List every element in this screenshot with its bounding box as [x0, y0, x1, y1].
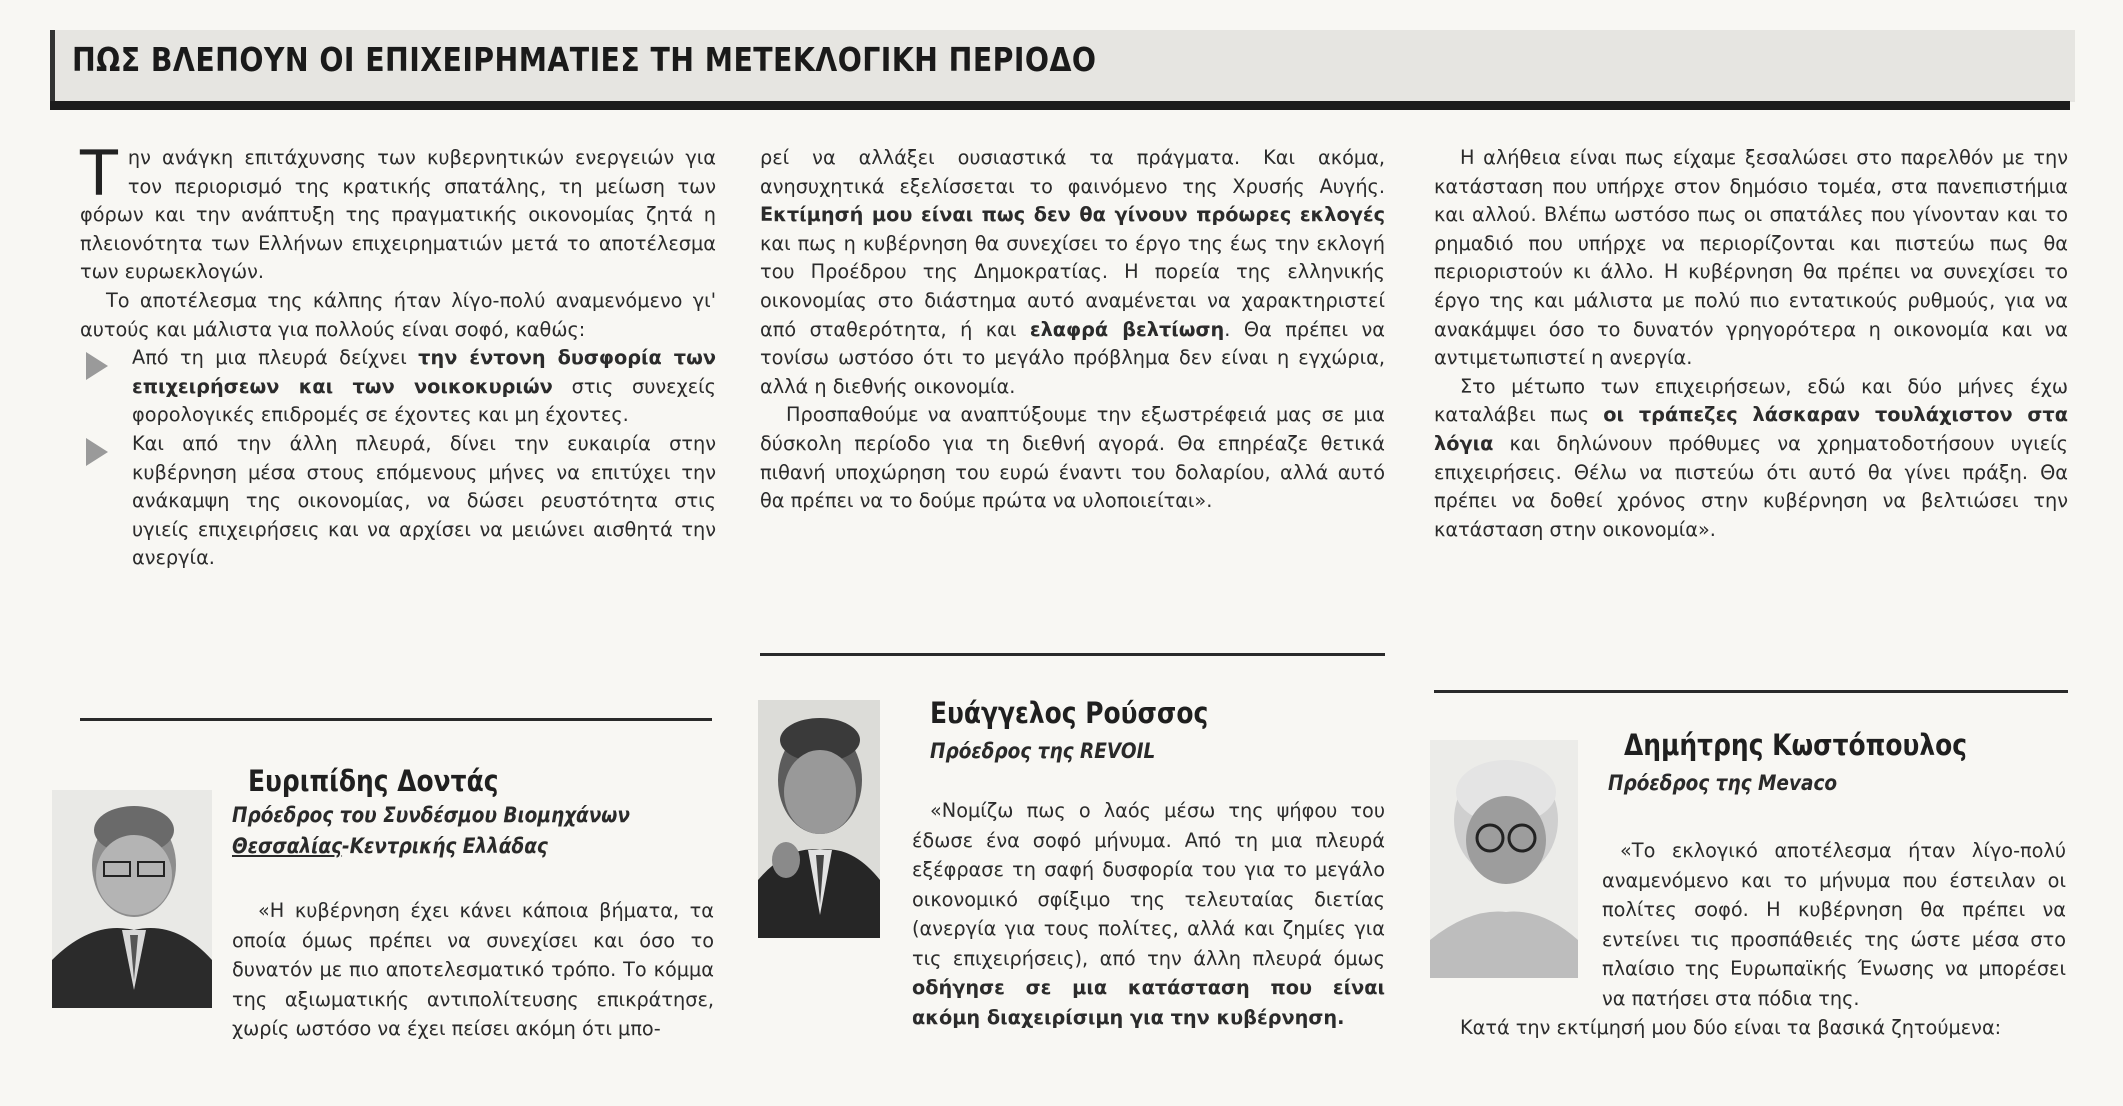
- person-quote: «Νομίζω πως ο λαός μέσω της ψήφου του έδωσε ένα σοφό μήνυμα. Από τη μια πλευρά εξέφρασε τη σαφή δυσφορία του για το μεγάλο οικονομικό σφίξιμο της τελευταίας διετίας (ανεργία για τους πολίτες, αλλά και ζημίες για τις επιχειρήσεις), από την άλλη πλευρά όμως οδήγησε σε μια κατάσταση που είναι ακόμη διαχειρίσιμη για την κυβέρνηση.: [912, 799, 1385, 1029]
- person-role: Πρόεδρος του Συνδέσμου Βιομηχάνων: [232, 803, 630, 827]
- intro-bullet-1: Από τη μια πλευρά δείχνει την έντονη δυσφορία των επιχειρήσεων και των νοικοκυριών στις συνεχείς φορολογικές επιδρομές σε έχοντες και μη έχοντες.: [80, 344, 716, 430]
- arrow-bullet-icon: [86, 352, 108, 380]
- arrow-bullet-icon: [86, 438, 108, 466]
- person-role: Πρόεδρος της REVOIL: [930, 739, 1156, 763]
- dropcap: Τ: [80, 137, 118, 210]
- right-paragraph-1: Η αλήθεια είναι πως είχαμε ξεσαλώσει στο παρελθόν με την κατάσταση που υπήρχε στον δημόσιο τομέα, στα πανεπιστήμια και αλλού. Βλέπω ωστόσο πως οι σπατάλες που γίνονταν και το ρημαδιό που υπήρχε να περιορίζονται και πιστεύω πως θα περιοριστούν κι άλλο. Η κυβέρνηση θα πρέπει να συνεχίσει το έργο της και μάλιστα με πολύ πιο εντατικούς ρυθμούς, για να ανακάμψει όσο το δυνατόν γρηγορότερα η οικονομία και να αντιμετωπιστεί η ανεργία.: [1434, 146, 2068, 370]
- portrait-photo-dontas: [52, 790, 212, 1008]
- intro-paragraph-1: Την ανάγκη επιτάχυνσης των κυβερνητικών ενεργειών για τον περιορισμό της κρατικής σπατάλης, τη μείωση των φόρων και την ανάπτυξη της πραγματικής οικονομίας ζητά η πλειονότητα των Ελλήνων επιχειρηματιών μετά το αποτέλεσμα των ευρωεκλογών.: [80, 137, 716, 284]
- intro-column: [80, 137, 716, 573]
- person-name: Δημήτρης Κωστόπουλος: [1624, 728, 1968, 762]
- intro-bullet-2: Και από την άλλη πλευρά, δίνει την ευκαιρία στην κυβέρνηση μέσα στους επόμενους μήνες να επιτύχει την ανάκαμψη της οικονομίας, να δώσει ρευστότητα στις υγιείς επιχειρήσεις και να αρχίσει να μειώνει αισθητά την ανεργία.: [80, 430, 716, 573]
- page-title: ΠΩΣ ΒΛΕΠΟΥΝ ΟΙ ΕΠΙΧΕΙΡΗΜΑΤΙΕΣ ΤΗ ΜΕΤΕΚΛΟΓΙΚΗ ΠΕΡΙΟΔΟ: [72, 40, 1097, 79]
- intro-paragraph-2: Το αποτέλεσμα της κάλπης ήταν λίγο-πολύ αναμενόμενο γι' αυτούς και μάλιστα για πολλούς είναι σοφό, καθώς:: [80, 288, 716, 341]
- right-paragraph-2: Στο μέτωπο των επιχειρήσεων, εδώ και δύο μήνες έχω καταλάβει πως οι τράπεζες λάσκαραν τουλάχιστον στα λόγια και δηλώνουν πρόθυμες να χρηματοδοτήσουν υγιείς επιχειρήσεις. Θέλω να πιστεύω ότι αυτό θα γίνει πράξη. Θα πρέπει να δοθεί χρόνος στην κυβέρνηση να βελτιώσει την κατάσταση στην οικονομία».: [1434, 374, 2068, 541]
- person-role: Πρόεδρος της Mevaco: [1608, 771, 1838, 795]
- person-quote: «Η κυβέρνηση έχει κάνει κάποια βήματα, τα οποία όμως πρέπει να συνεχίσει και όσο το δυνατόν με πιο αποτελεσματικό τρόπο. Το κόμμα της αξιωματικής αντιπολίτευσης επικράτησε, χωρίς ωστόσο να έχει πείσει ακόμη ότι μπο-: [232, 899, 714, 1040]
- person-quote: «Το εκλογικό αποτέλεσμα ήταν λίγο-πολύ αναμενόμενο και το μήνυμα που έστειλαν οι πολίτες σοφό. Η κυβέρνηση θα πρέπει να εντείνει τις προσπάθειές της ώστε μέσα στο πλαίσιο της Ευρωπαϊκής Ένωσης να μπορέσει να πατήσει στα πόδια της. Κατά την εκτίμησή μου δύο είναι τα βασικά ζητούμενα:: [1460, 839, 2066, 1039]
- right-column: [1434, 144, 2068, 544]
- middle-paragraph-2: Προσπαθούμε να αναπτύξουμε την εξωστρέφειά μας σε μια δύσκολη περίοδο για τη διεθνή αγορά. Θα επηρέαζε θετικά πιθανή υποχώρηση του ευρώ έναντι του δολαρίου, αλλά αυτό θα πρέπει να το δούμε πρώτα να υλοποιείται».: [760, 403, 1385, 513]
- divider-rule: [80, 718, 712, 721]
- middle-column: [760, 144, 1385, 516]
- divider-rule: [1434, 690, 2068, 693]
- person-role: Θεσσαλίας-Κεντρικής Ελλάδας: [232, 834, 548, 858]
- middle-paragraph-1: ρεί να αλλάξει ουσιαστικά τα πράγματα. Και ακόμα, ανησυχητικά εξελίσσεται το φαινόμενο της Χρυσής Αυγής. Εκτίμησή μου είναι πως δεν θα γίνουν πρόωρες εκλογές και πως η κυβέρνηση θα συνεχίσει το έργο της έως την εκλογή του Προέδρου της Δημοκρατίας. Η πορεία της ελληνικής οικονομίας στο διάστημα αυτό αναμένεται να χαρακτηριστεί από σταθερότητα, ή και ελαφρά βελτίωση. Θα πρέπει να τονίσω ωστόσο ότι το μεγάλο πρόβλημα δεν είναι η εγχώρια, αλλά η διεθνής οικονομία.: [760, 146, 1385, 398]
- headline-rule: [50, 101, 2070, 110]
- person-name: Ευάγγελος Ρούσσος: [930, 696, 1209, 730]
- person-name: Ευριπίδης Δοντάς: [248, 764, 499, 798]
- divider-rule: [760, 653, 1385, 656]
